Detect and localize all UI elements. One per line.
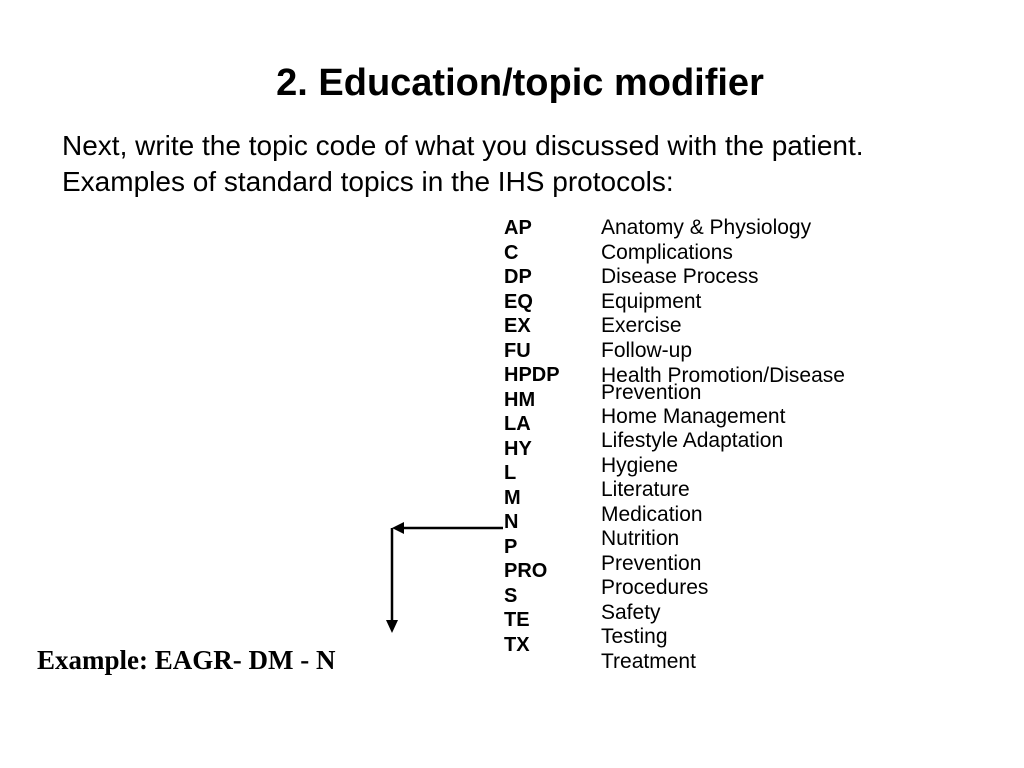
topic-name: Follow-up [601,338,693,362]
slide-title: 2. Education/topic modifier [276,62,764,104]
topic-name-list [601,216,1021,674]
topic-code: S [504,584,518,607]
topic-name: Literature [601,478,690,501]
topic-code: HM [504,388,536,411]
topic-code: EQ [504,290,533,313]
topic-code: LA [504,413,531,435]
topic-code: EX [504,315,531,337]
topic-name: Health Promotion/Disease Prevention [601,364,845,404]
topic-code: DP [504,266,532,288]
example-part-dm: DM [248,645,294,675]
intro-text: Next, write the topic code of what you discussed with the patient. Examples of standard topics in the IHS protocols: [62,130,864,197]
topic-name: Treatment [601,649,696,673]
topic-name: Home Management [601,404,786,428]
topic-code: HY [504,437,532,460]
topic-name: Prevention [601,551,702,575]
topic-code: PRO [504,560,548,582]
arrow-left-head [392,522,404,534]
topic-code-list [504,216,594,657]
example-part-eagr: EAGR [154,645,233,675]
topic-name: Safety [601,600,661,624]
topic-code: TE [504,609,530,631]
topic-name: Lifestyle Adaptation [601,429,784,452]
topic-code: M [504,486,521,509]
arrow-down-head [386,620,398,633]
topic-name: Equipment [601,289,702,313]
topic-name: Medication [601,502,703,526]
example-part-n: N [316,645,336,675]
topic-name: Nutrition [601,527,680,550]
topic-code: P [504,535,518,558]
topic-name: Hygiene [601,453,679,477]
topic-name: Disease Process [601,265,759,288]
topic-code: HPDP [504,364,560,386]
topic-code: C [504,241,519,264]
topic-name: Testing [601,625,668,648]
example-code: Example: EAGR- DM - N [37,645,336,675]
topic-name: Procedures [601,576,709,599]
topic-code: N [504,511,519,533]
topic-code: AP [504,217,532,239]
topic-code: L [504,462,517,484]
topic-code: FU [504,339,531,362]
topic-name: Exercise [601,314,682,337]
topic-name: Complications [601,240,733,264]
topic-code: TX [504,633,530,656]
example-label: Example: [37,645,148,675]
topic-name: Anatomy & Physiology [601,216,812,239]
